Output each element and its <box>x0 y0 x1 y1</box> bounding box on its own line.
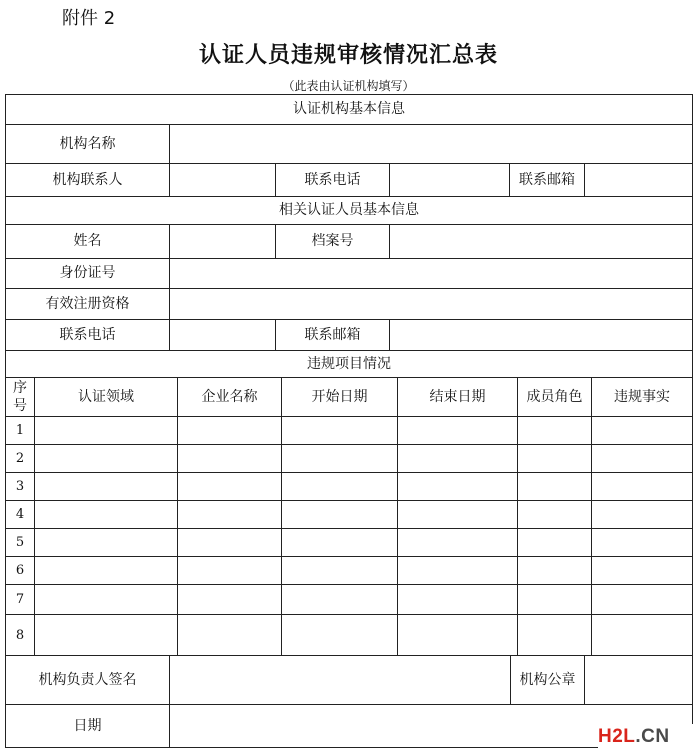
page-subtitle: （此表由认证机构填写） <box>282 79 415 93</box>
person-phone-label: 联系电话 <box>5 319 170 351</box>
org-name-field[interactable] <box>169 124 693 164</box>
signature-field[interactable] <box>169 655 511 705</box>
violation-section-header: 违规项目情况 <box>5 350 693 378</box>
row-8-seq-label: 8 <box>5 614 35 656</box>
row-5-role-cell[interactable] <box>517 528 592 557</box>
attachment-label: 附件 2 <box>62 8 116 29</box>
row-6-role-cell[interactable] <box>517 556 592 585</box>
org-name-label: 机构名称 <box>5 124 170 164</box>
column-header-fact: 违规事实 <box>591 377 693 417</box>
row-8-end-date-cell[interactable] <box>397 614 518 656</box>
row-3-role-cell[interactable] <box>517 472 592 501</box>
row-1-field-cell[interactable] <box>34 416 178 445</box>
row-5-end-date-cell[interactable] <box>397 528 518 557</box>
qualification-label: 有效注册资格 <box>5 288 170 320</box>
column-header-start-date: 开始日期 <box>281 377 398 417</box>
row-7-company-cell[interactable] <box>177 584 282 615</box>
row-4-end-date-cell[interactable] <box>397 500 518 529</box>
row-6-company-cell[interactable] <box>177 556 282 585</box>
watermark-part-1: H2L <box>598 726 636 747</box>
row-5-company-cell[interactable] <box>177 528 282 557</box>
row-7-end-date-cell[interactable] <box>397 584 518 615</box>
person-phone-field[interactable] <box>169 319 276 351</box>
row-1-end-date-cell[interactable] <box>397 416 518 445</box>
row-5-field-cell[interactable] <box>34 528 178 557</box>
row-1-seq-label: 1 <box>5 416 35 445</box>
row-5-start-date-cell[interactable] <box>281 528 398 557</box>
date-label: 日期 <box>5 704 170 748</box>
column-header-seq-char-2: 号 <box>13 398 27 414</box>
row-1-fact-cell[interactable] <box>591 416 693 445</box>
row-8-fact-cell[interactable] <box>591 614 693 656</box>
row-1-role-cell[interactable] <box>517 416 592 445</box>
column-header-role: 成员角色 <box>517 377 592 417</box>
file-number-field[interactable] <box>389 224 693 259</box>
row-4-field-cell[interactable] <box>34 500 178 529</box>
row-7-role-cell[interactable] <box>517 584 592 615</box>
row-6-field-cell[interactable] <box>34 556 178 585</box>
row-4-fact-cell[interactable] <box>591 500 693 529</box>
contact-person-field[interactable] <box>169 163 276 197</box>
row-5-fact-cell[interactable] <box>591 528 693 557</box>
watermark-part-2: .CN <box>635 726 670 747</box>
row-8-start-date-cell[interactable] <box>281 614 398 656</box>
row-1-company-cell[interactable] <box>177 416 282 445</box>
row-6-start-date-cell[interactable] <box>281 556 398 585</box>
row-8-field-cell[interactable] <box>34 614 178 656</box>
row-2-fact-cell[interactable] <box>591 444 693 473</box>
row-2-start-date-cell[interactable] <box>281 444 398 473</box>
name-label: 姓名 <box>5 224 170 259</box>
seal-label: 机构公章 <box>510 655 585 705</box>
row-2-company-cell[interactable] <box>177 444 282 473</box>
row-2-role-cell[interactable] <box>517 444 592 473</box>
row-4-role-cell[interactable] <box>517 500 592 529</box>
org-phone-label: 联系电话 <box>275 163 390 197</box>
org-phone-field[interactable] <box>389 163 510 197</box>
row-5-seq-label: 5 <box>5 528 35 557</box>
row-7-fact-cell[interactable] <box>591 584 693 615</box>
row-2-seq-label: 2 <box>5 444 35 473</box>
org-email-label: 联系邮箱 <box>509 163 585 197</box>
column-header-seq-char-1: 序 <box>13 380 27 396</box>
column-header-company: 企业名称 <box>177 377 282 417</box>
id-number-label: 身份证号 <box>5 258 170 289</box>
row-4-company-cell[interactable] <box>177 500 282 529</box>
row-8-role-cell[interactable] <box>517 614 592 656</box>
row-2-end-date-cell[interactable] <box>397 444 518 473</box>
row-3-end-date-cell[interactable] <box>397 472 518 501</box>
row-4-start-date-cell[interactable] <box>281 500 398 529</box>
row-7-seq-label: 7 <box>5 584 35 615</box>
row-3-start-date-cell[interactable] <box>281 472 398 501</box>
row-4-seq-label: 4 <box>5 500 35 529</box>
id-number-field[interactable] <box>169 258 693 289</box>
person-email-field[interactable] <box>389 319 693 351</box>
row-3-company-cell[interactable] <box>177 472 282 501</box>
column-header-end-date: 结束日期 <box>397 377 518 417</box>
column-header-seq <box>5 377 35 417</box>
qualification-field[interactable] <box>169 288 693 320</box>
row-7-field-cell[interactable] <box>34 584 178 615</box>
row-7-start-date-cell[interactable] <box>281 584 398 615</box>
row-8-company-cell[interactable] <box>177 614 282 656</box>
column-header-field: 认证领域 <box>34 377 178 417</box>
row-3-seq-label: 3 <box>5 472 35 501</box>
row-1-start-date-cell[interactable] <box>281 416 398 445</box>
person-section-header: 相关认证人员基本信息 <box>5 196 693 225</box>
row-6-fact-cell[interactable] <box>591 556 693 585</box>
row-6-end-date-cell[interactable] <box>397 556 518 585</box>
row-2-field-cell[interactable] <box>34 444 178 473</box>
page-title: 认证人员违规审核情况汇总表 <box>198 42 498 68</box>
watermark-logo <box>598 724 693 750</box>
org-section-header: 认证机构基本信息 <box>5 94 693 125</box>
row-3-field-cell[interactable] <box>34 472 178 501</box>
row-3-fact-cell[interactable] <box>591 472 693 501</box>
contact-person-label: 机构联系人 <box>5 163 170 197</box>
seal-field[interactable] <box>584 655 693 705</box>
person-email-label: 联系邮箱 <box>275 319 390 351</box>
name-field[interactable] <box>169 224 276 259</box>
row-6-seq-label: 6 <box>5 556 35 585</box>
file-number-label: 档案号 <box>275 224 390 259</box>
signature-label: 机构负责人签名 <box>5 655 170 705</box>
org-email-field[interactable] <box>584 163 693 197</box>
